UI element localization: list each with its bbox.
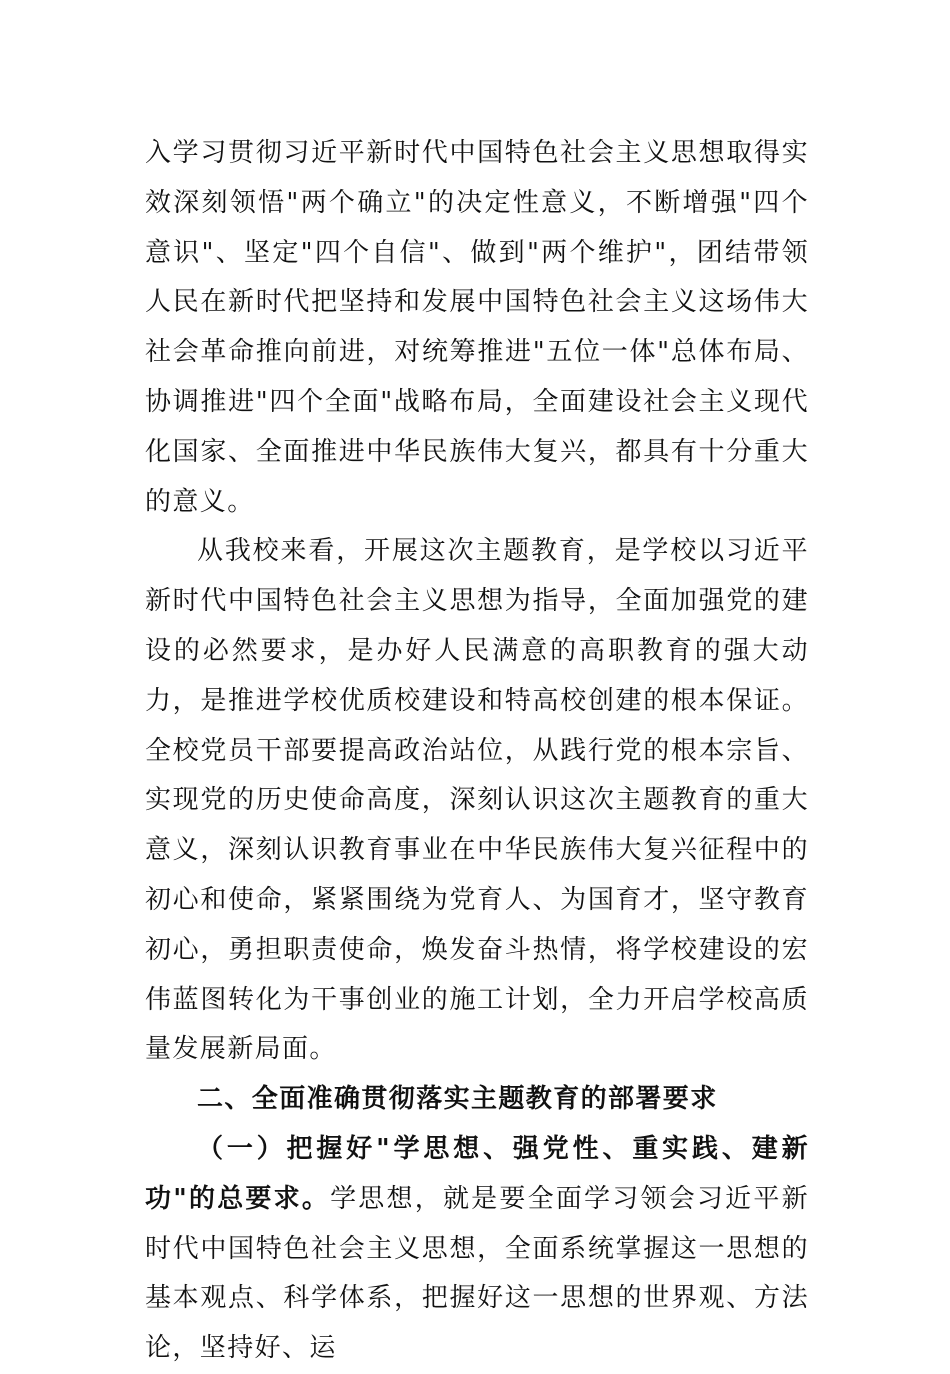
paragraph-general-requirement-text: 学思想，就是要全面学习领会习近平新时代中国特色社会主义思想，全面系统掌握这一思想的基本观点、科学体系，把握好这一思想的世界观、方法论，坚持好、运 [145,1183,809,1364]
subheading-1: （一）把握好"学思想、强党性、重实践、建新功"的总要求。 [145,1133,809,1214]
document-body [145,129,809,1374]
section-heading-2: 二、全面准确贯彻落实主题教育的部署要求 [197,1084,718,1115]
paragraph-continuation: 入学习贯彻习近平新时代中国特色社会主义思想取得实效深刻领悟"两个确立"的决定性意义，不断增强"四个意识"、坚定"四个自信"、做到"两个维护"，团结带领人民在新时代把坚持和发展中国特色社会主义这场伟大社会革命推向前进，对统筹推进"五位一体"总体布局、协调推进"四个全面"战略布局，全面建设社会主义现代化国家、全面推进中华民族伟大复兴，都具有十分重大的意义。 [145,138,809,517]
paragraph-school-view: 从我校来看，开展这次主题教育，是学校以习近平新时代中国特色社会主义思想为指导，全面加强党的建设的必然要求，是办好人民满意的高职教育的强大动力，是推进学校优质校建设和特高校创建的根本保证。全校党员干部要提高政治站位，从践行党的根本宗旨、实现党的历史使命高度，深刻认识这次主题教育的重大意义，深刻认识教育事业在中华民族伟大复兴征程中的初心和使命，紧紧围绕为党育人、为国育才，坚守教育初心，勇担职责使命，焕发奋斗热情，将学校建设的宏伟蓝图转化为干事创业的施工计划，全力开启学校高质量发展新局面。 [145,536,809,1065]
paragraph-general-requirement [145,1125,809,1374]
